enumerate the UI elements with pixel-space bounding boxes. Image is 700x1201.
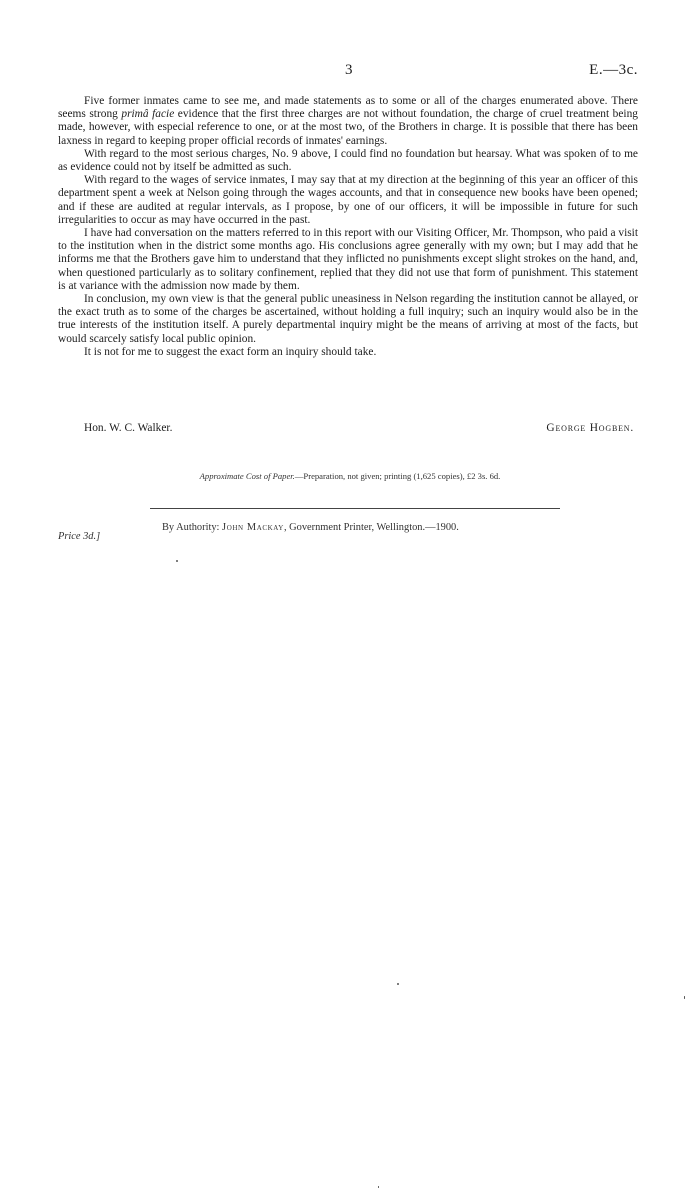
printer-imprint [162,522,459,533]
price-note: Price 3d.] [58,531,101,542]
paragraph-5-text: In conclusion, my own view is that the general public uneasiness in Nelson regarding the institution cannot be allayed, or the exact truth as to some of the charges be ascertained, without holding a full inquiry; such an inquiry would also be in the true interests of the institution itself. A purely departmental inquiry might be the means of arriving at most of the facts, but would scarcely satisfy local public opinion. [58,293,638,345]
paragraph-5 [58,293,638,346]
paragraph-1-text-a: Five former inmates came to see me, and made statements as to some or all of the charges enumerated above. There seems strong [58,95,638,121]
printer-name: John Mackay [222,522,284,533]
document-reference: E.—3c. [589,62,638,78]
paragraph-1-text-b: evidence that the first three charges are not without foundation, the charge of cruel treatment being made, however, with especial reference to one, or at the most two, of the Brothers in charge. It is possible that there has been laxness in regard to keeping proper official records of inmates' earnings. [58,108,638,147]
print-speck [176,560,178,562]
page-number: 3 [345,62,353,78]
paragraph-2-text: With regard to the most serious charges, No. 9 above, I could find no foundation but hearsay. What was spoken of to me as evidence could not by itself be admitted as such. [58,147,638,174]
paragraph-1 [58,95,638,148]
paragraph-2 [58,148,638,174]
imprint-suffix: , Government Printer, Wellington.—1900. [283,522,459,533]
paragraph-3-text: With regard to the wages of service inmates, I may say that at my direction at the beginning of this year an officer of this department spent a week at Nelson going through the wages accounts, and that in consequence new books have been opened; and if these are audited at regular intervals, as I propose, by one of our officers, it will be impossible in future for such irregularities to occur as may have occurred in the past. [58,174,638,226]
paragraph-4 [58,227,638,293]
cost-of-paper-note [0,471,700,481]
paragraph-1-italic-term: primâ facie [121,108,175,121]
addressee: Hon. W. C. Walker. [84,422,173,434]
paragraph-4-text: I have had conversation on the matters referred to in this report with our Visiting Officer, Mr. Thompson, who paid a visit to the institution when in the district some months ago. His conclusions agree generally with my own; but I may add that he informs me that the Brothers gave him to understand that they inflicted no punishments except slight strokes on the hand, and, when questioned particularly as to solitary confinement, replied that they did not use that form of punishment. This statement is at variance with the admission now made by them. [58,227,638,292]
cost-note-text: —Preparation, not given; printing (1,625 copies), £2 3s. 6d. [294,471,501,481]
print-speck [684,996,685,999]
divider-rule [150,508,560,509]
imprint-prefix: By Authority: [162,522,223,533]
print-speck [378,1186,379,1188]
report-body [58,95,638,359]
paragraph-6-text: It is not for me to suggest the exact form an inquiry should take. [84,345,377,358]
paragraph-6 [58,346,638,359]
cost-note-label: Approximate Cost of Paper. [199,471,295,481]
print-speck [397,983,399,985]
paragraph-3 [58,174,638,227]
signatory: George Hogben. [546,422,634,434]
